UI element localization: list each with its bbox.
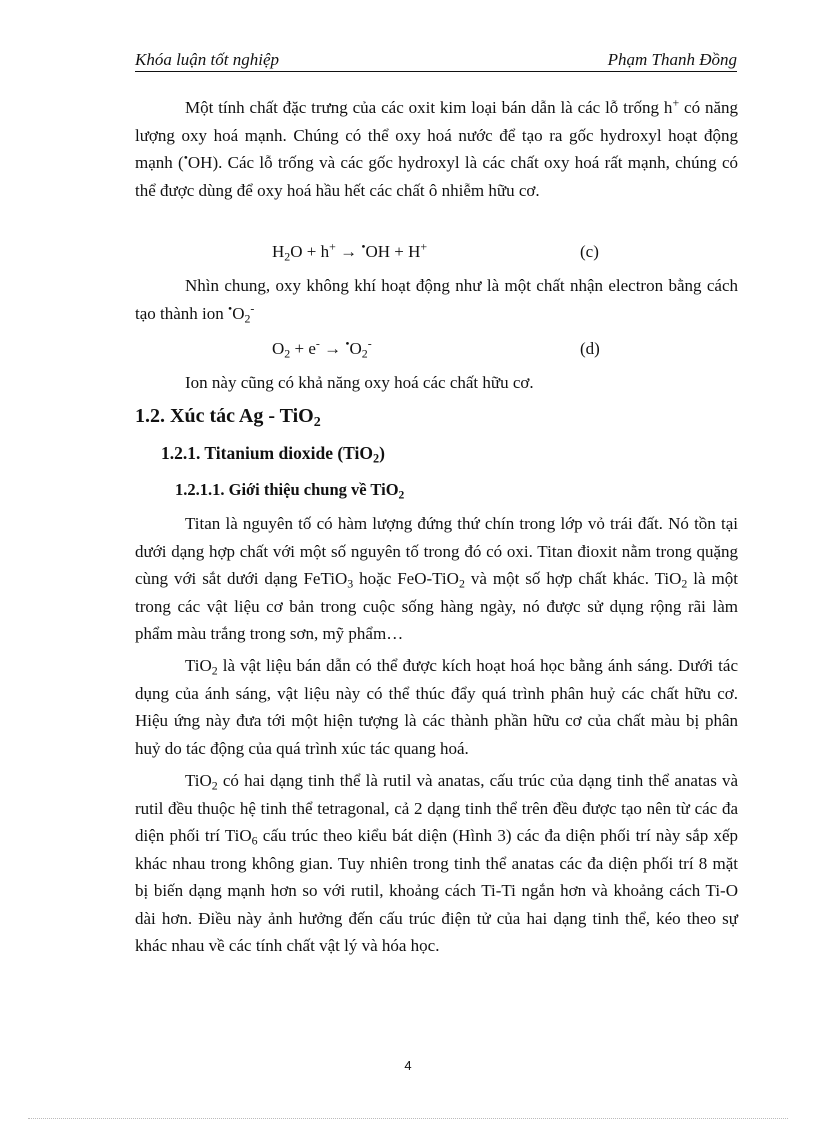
paragraph-oxide-holes: Một tính chất đặc trưng của các oxit kim loại bán dẫn là các lỗ trống h+ có năng lượng oxy hoá mạnh. Chúng có thể oxy hoá nước để tạo ra gốc hydroxyl hoạt động mạnh (•OH). Các lỗ trống và các gốc hydroxyl là các chất oxy hoá rất mạnh, chúng có thể được dùng để oxy hoá hầu hết các chất ô nhiễm hữu cơ. [135,95,738,200]
equation-d-label: (d) [580,339,600,358]
section-heading-1-2-1: 1.2.1. Titanium dioxide (TiO$_2$) [161,443,385,466]
equation-c-label: (c) [580,242,599,261]
page-header [135,49,737,72]
page-number: 4 [404,1058,412,1073]
paragraph-tio2-photocatalysis: TiO$_2$ là vật liệu bán dẫn có thể được kích hoạt hoá học bằng ánh sáng. Dưới tác dụng của ánh sáng, vật liệu này có thể thúc đẩy quá trình phân huỷ các chất hữu cơ. Hiệu ứng này đưa tới một hiện tượng là các thành phần hữu cơ của chất màu bị phân huỷ do tác động của quá trình xúc tác quang hoá. [135,656,738,758]
paragraph-titanium-intro: Titan là nguyên tố có hàm lượng đứng thứ chín trong lớp vỏ trái đất. Nó tồn tại dưới dạng hợp chất với một số nguyên tố trong đó có oxi. Titan đioxit nằm trong quặng cùng với sắt dưới dạng FeTiO$_3$ hoặc FeO-TiO$_2$ và một số hợp chất khác. TiO$_2$ là một trong các vật liệu cơ bản trong cuộc sống hàng ngày, nó được sử dụng rộng rãi làm phẩm màu trắng trong sơn, mỹ phẩm… [135,514,738,643]
paragraph-tio2-crystal-forms: TiO$_2$ có hai dạng tinh thể là rutil và anatas, cấu trúc của dạng tinh thể anatas và rutil đều thuộc hệ tinh thể tetragonal, cả 2 dạng tinh thể trên đều được tạo nên từ các đa diện phối trí TiO$_6$ cấu trúc theo kiểu bát diện (Hình 3) các đa diện phối trí này sắp xếp khác nhau trong không gian. Tuy nhiên trong tinh thể anatas các đa diện phối trí 8 mặt bị biến dạng mạnh hơn so với rutil, khoảng cách Ti-Ti ngắn hơn và khoảng cách Ti-O dài hơn. Điều này ảnh hưởng đến cấu trúc điện tử của hai dạng tinh thể, kéo theo sự khác nhau về các tính chất vật lý và hóa học. [135,771,738,955]
document-page: Khóa luận tốt nghiệp Phạm Thanh Đồng Một tính chất đặc trưng của các oxit kim loại bán dẫn là các lỗ trống h+ có năng lượng oxy hoá mạnh. Chúng có thể oxy hoá nước để tạo ra gốc hydroxyl hoạt động mạnh (•OH). Các lỗ trống và các gốc hydroxyl là các chất oxy hoá rất mạnh, chúng có thể được dùng để oxy hoá hầu hết các chất ô nhiễm hữu cơ. $H_2O + h^+ \to ^•OH + H^+$ (c) Nhìn chung, oxy không khí hoạt động như là một chất nhận electron bằng cách tạo thành ion $^•O_2^-$ $O_2 + e^- \to ^•O_2^-$ (d) Ion này cũng có khả năng oxy hoá các chất hữu cơ. 1.2. Xúc tác Ag - TiO$_2$ 1.2.1. Titanium dioxide (TiO$_2$) 1.2.1.1. Giới thiệu chung về TiO$_2$ Titan là nguyên tố có hàm lượng đứng thứ chín trong lớp vỏ trái đất. Nó tồn tại dưới dạng hợp chất với một số nguyên tố trong đó có oxi. Titan đioxit nằm trong quặng cùng với sắt dưới dạng FeTiO$_3$ hoặc FeO-TiO$_2$ và một số hợp chất khác. TiO$_2$ là một trong các vật liệu cơ bản trong cuộc sống hàng ngày, nó được sử dụng rộng rãi làm phẩm màu trắng trong sơn, mỹ phẩm… TiO$_2$ là vật liệu bán dẫn có thể được kích hoạt hoá học bằng ánh sáng. Dưới tác dụng của ánh sáng, vật liệu này có thể thúc đẩy quá trình phân huỷ các chất hữu cơ. Hiệu ứng này đưa tới một hiện tượng là các thành phần hữu cơ của chất màu bị phân huỷ do tác động của quá trình xúc tác quang hoá. TiO$_2$ có hai dạng tinh thể là rutil và anatas, cấu trúc của dạng tinh thể anatas và rutil đều thuộc hệ tinh thể tetragonal, cả 2 dạng tinh thể trên đều được tạo nên từ các đa diện phối trí TiO$_6$ cấu trúc theo kiểu bát diện (Hình 3) các đa diện phối trí này sắp xếp khác nhau trong không gian. Tuy nhiên trong tinh thể anatas các đa diện phối trí 8 mặt bị biến dạng mạnh hơn so với rutil, khoảng cách Ti-Ti ngắn hơn và khoảng cách Ti-O dài hơn. Điều này ảnh hưởng đến cấu trúc điện tử của hai dạng tinh thể, kéo theo sự khác nhau về các tính chất vật lý và hóa học. 4 [0,0,816,1123]
header-thesis-title: Khóa luận tốt nghiệp [135,50,280,69]
section-heading-1-2-1-1: 1.2.1.1. Giới thiệu chung về TiO$_2$ [175,480,405,502]
section-heading-1-2: 1.2. Xúc tác Ag - TiO$_2$ [135,405,321,431]
paragraph-ion-oxidation: Ion này cũng có khả năng oxy hoá các chất hữu cơ. [185,373,534,392]
paragraph-oxygen-acceptor: Nhìn chung, oxy không khí hoạt động như là một chất nhận electron bằng cách tạo thành ion $^•O_2^-$ [135,276,738,326]
page-bottom-divider [28,1118,788,1119]
header-author: Phạm Thanh Đồng [607,50,737,69]
